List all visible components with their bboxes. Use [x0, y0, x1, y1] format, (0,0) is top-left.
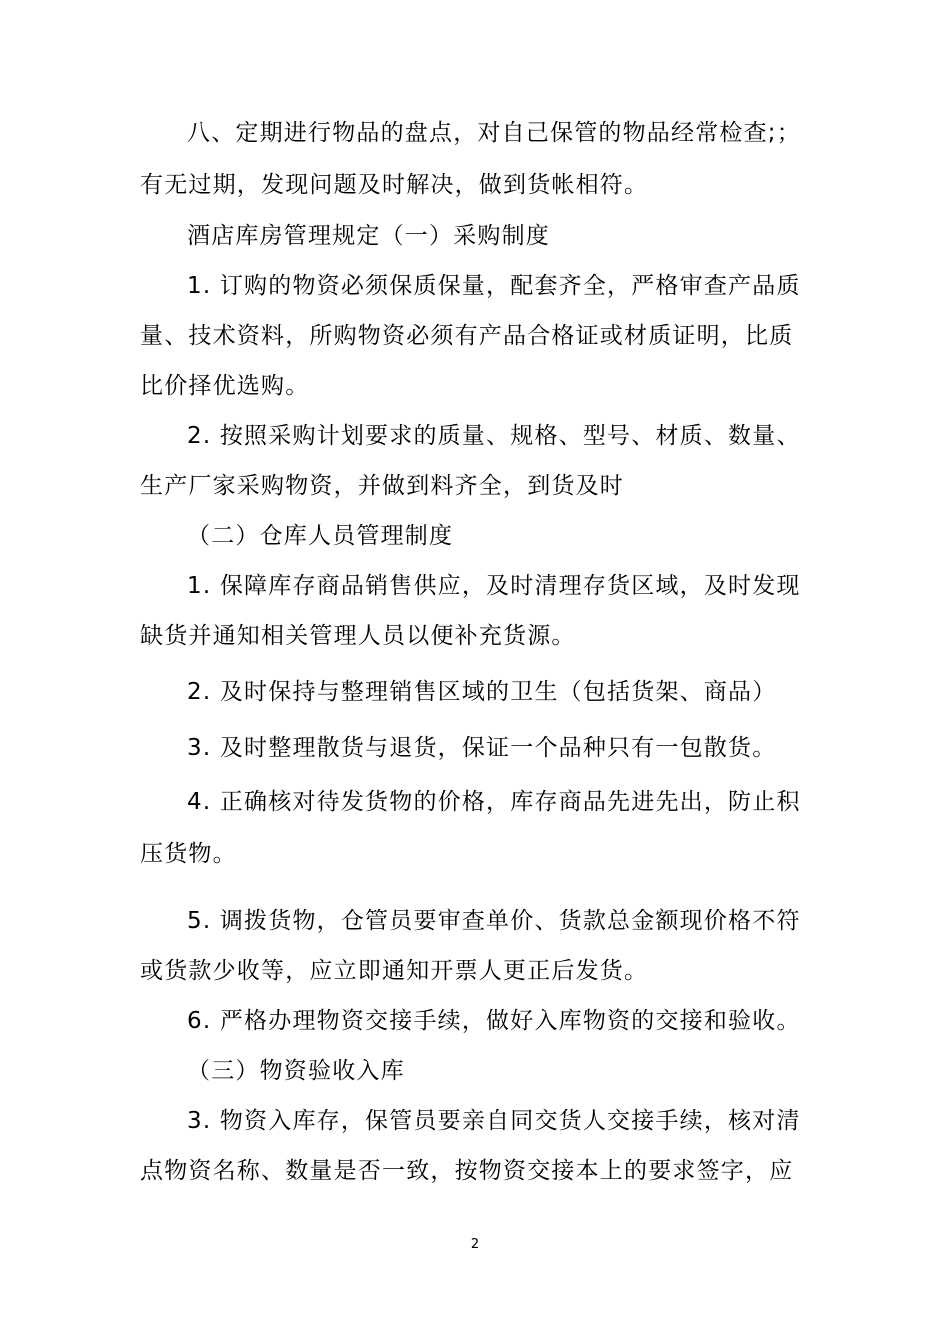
- text-line: 6. 严格办理物资交接手续，做好入库物资的交接和验收。: [187, 1008, 801, 1034]
- text-line: 压货物。: [140, 841, 237, 867]
- text-line: 有无过期，发现问题及时解决，做到货帐相符。: [140, 172, 649, 198]
- text-line: 5. 调拨货物，仓管员要审查单价、货款总金额现价格不符: [187, 908, 801, 934]
- text-line: 2. 按照采购计划要求的质量、规格、型号、材质、数量、: [187, 423, 801, 449]
- text-line: 3. 及时整理散货与退货，保证一个品种只有一包散货。: [187, 735, 777, 761]
- text-line: 2. 及时保持与整理销售区域的卫生（包括货架、商品）: [187, 679, 777, 705]
- section-heading: 酒店库房管理规定（一）采购制度: [187, 223, 550, 249]
- text-line: 八、定期进行物品的盘点，对自己保管的物品经常检查;；: [187, 120, 801, 146]
- text-line: 3. 物资入库存，保管员要亲自同交货人交接手续，核对清: [187, 1108, 801, 1134]
- text-line: 1. 订购的物资必须保质保量，配套齐全，严格审查产品质: [187, 273, 801, 299]
- text-line: 量、技术资料，所购物资必须有产品合格证或材质证明，比质: [140, 323, 794, 349]
- section-heading: （二）仓库人员管理制度: [187, 523, 454, 549]
- text-line: 4. 正确核对待发货物的价格，库存商品先进先出，防止积: [187, 789, 801, 815]
- text-line: 1. 保障库存商品销售供应，及时清理存货区域，及时发现: [187, 573, 801, 599]
- page-number: 2: [470, 1237, 480, 1252]
- text-line: 比价择优选购。: [140, 373, 310, 399]
- section-heading: （三）物资验收入库: [187, 1058, 405, 1084]
- text-line: 点物资名称、数量是否一致，按物资交接本上的要求签字，应: [140, 1158, 794, 1184]
- text-line: 缺货并通知相关管理人员以便补充货源。: [140, 623, 576, 649]
- text-line: 生产厂家采购物资，并做到料齐全，到货及时: [140, 473, 624, 499]
- text-line: 或货款少收等，应立即通知开票人更正后发货。: [140, 958, 649, 984]
